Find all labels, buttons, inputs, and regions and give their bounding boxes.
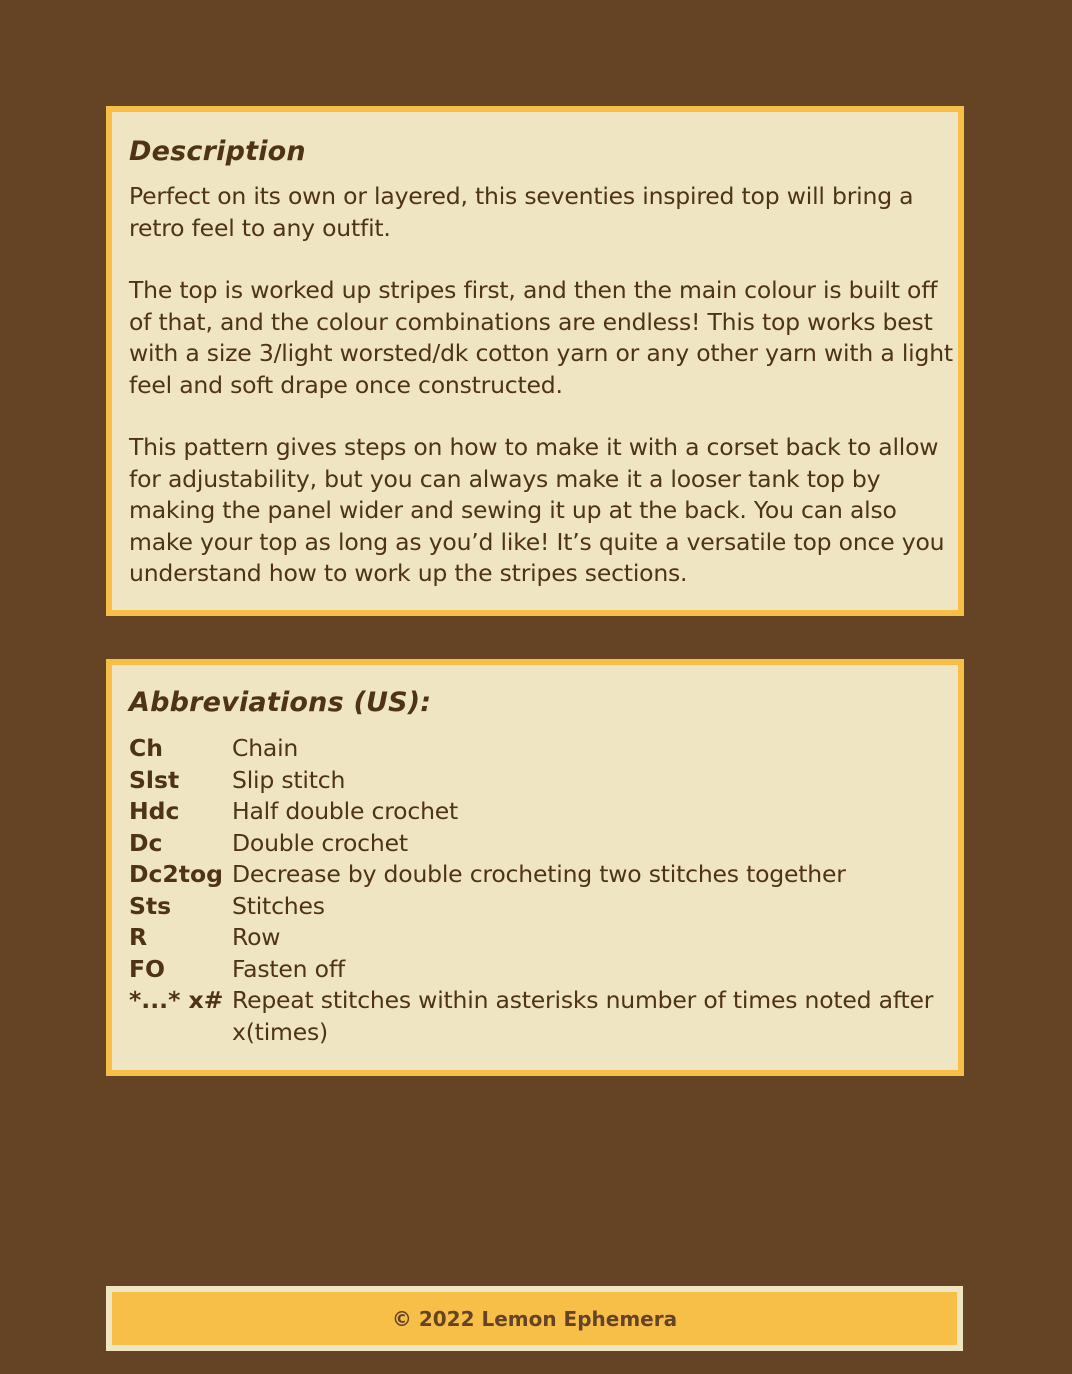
abbreviation-meaning: Double crochet [232,829,408,857]
description-panel [106,106,964,616]
abbreviation-key: R [129,923,148,951]
abbreviation-key: Dc2tog [129,860,223,888]
abbreviation-key: Dc [129,829,163,857]
abbreviation-key: Slst [129,766,180,794]
description-heading: Description [129,136,306,167]
footer [106,1286,963,1351]
abbreviation-key: Hdc [129,797,180,825]
abbreviation-meaning: Chain [232,734,299,762]
abbreviation-meaning: Slip stitch [232,766,346,794]
footer-banner [112,1292,957,1345]
copyright-text: © 2022 Lemon Ephemera [391,1306,678,1331]
abbreviation-meaning: Row [232,923,281,951]
abbreviation-key: Sts [129,892,172,920]
abbreviation-key: FO [129,955,166,983]
abbreviation-key: *...* x# [129,986,224,1014]
abbreviation-meaning: Half double crochet [232,797,459,825]
abbreviation-key: Ch [129,734,163,762]
abbreviation-meaning: Stitches [232,892,325,920]
abbreviation-meaning: Fasten off [232,955,345,983]
abbreviation-meaning: Decrease by double crocheting two stitches together [232,860,846,888]
abbreviations-panel [106,659,964,1076]
description-paragraph: The top is worked up stripes first, and then the main colour is built off of that, and the colour combinations are endless! This top works best with a size 3/light worsted/dk cotton yarn or any other yarn with a light feel and soft drape once constructed. [129,276,953,399]
abbreviation-meaning: Repeat stitches within asterisks number of times noted after x(times) [232,986,934,1046]
abbreviations-heading: Abbreviations (US): [129,687,432,718]
description-paragraph: This pattern gives steps on how to make it with a corset back to allow for adjustability, but you can always make it a looser tank top by making the panel wider and sewing it up at the back. You can also make your top as long as you’d like! It’s quite a versatile top once you understand how to work up the stripes sections. [129,433,945,587]
description-paragraph: Perfect on its own or layered, this seventies inspired top will bring a retro feel to any outfit. [129,182,914,242]
